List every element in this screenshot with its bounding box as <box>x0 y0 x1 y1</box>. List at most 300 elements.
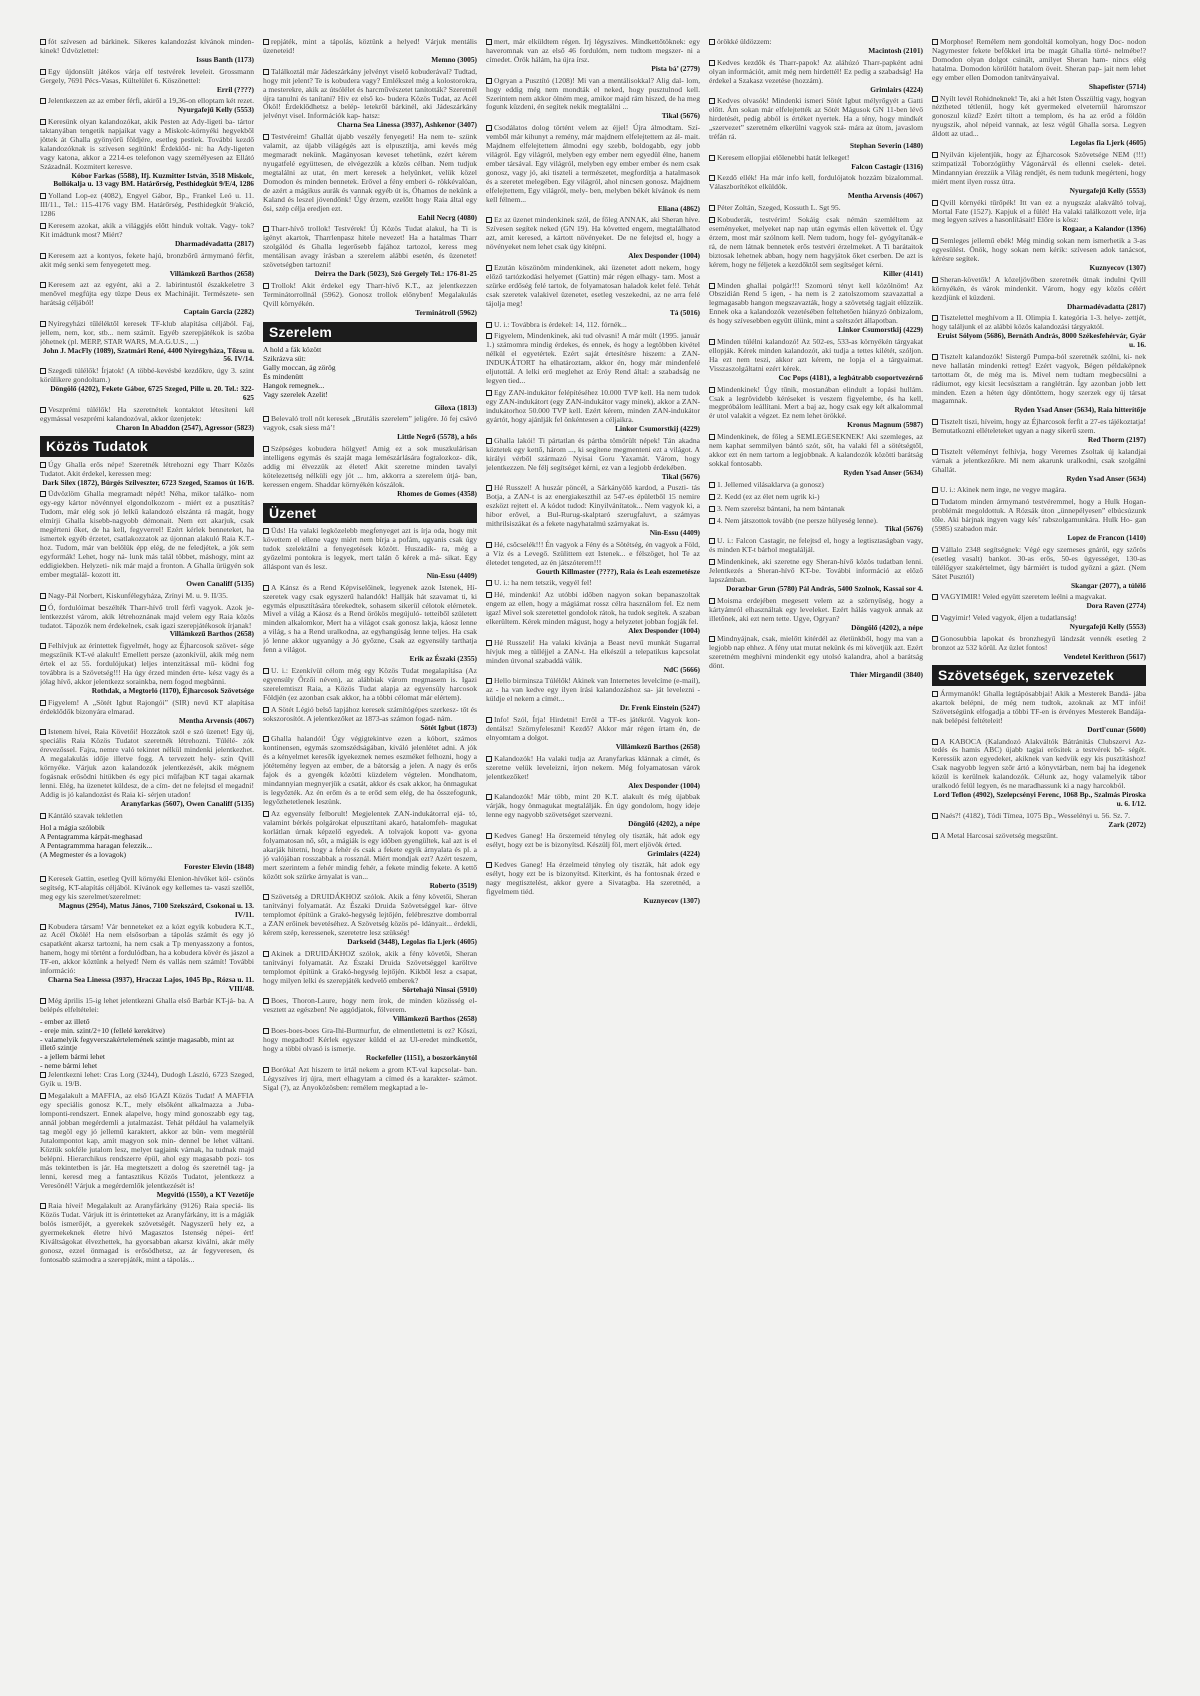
checkbox-icon <box>709 482 715 488</box>
ad-signature: Alex Desponder (1004) <box>628 626 700 636</box>
columns-container <box>40 38 1186 1686</box>
classified-ad <box>932 832 1146 841</box>
checkbox-icon <box>932 594 938 600</box>
classified-ad <box>709 59 923 95</box>
classified-ad <box>932 738 1146 809</box>
ad-signature: Red Thorm (2197) <box>1087 435 1146 445</box>
checkbox-icon <box>932 96 938 102</box>
text-line: Gally moccan, ág zörög <box>263 363 336 372</box>
classified-ad <box>40 367 254 402</box>
classified-ad <box>263 415 477 442</box>
ad-text: 2. Kedd (ez az élet nem ugrik ki-) <box>717 491 820 501</box>
classified-ad <box>709 338 923 383</box>
ad-signature: Dortl'cunar (5600) <box>1087 724 1146 734</box>
classified-ad <box>40 252 254 279</box>
ad-signature: Falcon Castagir (1316) <box>851 161 923 171</box>
ad-signature: Killer (4141) <box>883 268 923 278</box>
ad-signature: Vendetel Kerithron (5617) <box>1063 651 1146 661</box>
classified-ad <box>263 997 477 1024</box>
ad-text: Semleges jellemű ebék! Még mindig sokan nem ismerhetik a 3-as egyesülést. Önök, hogy sokan nem kérik: szívesen adok tanácsot, kérésre segítek. <box>932 236 1146 264</box>
ad-text: Kántáló szavak tekletlen <box>48 810 123 820</box>
classified-ad <box>40 592 254 601</box>
classified-ad <box>486 38 700 74</box>
ad-text: Minden túlélni kalandozó! Az 502-es, 533-as környékén tárgyakat ellopják. Kérek minden kalandozót, aki tudja a tettes kilétét, szóljon. Ha ezt nem teszi, akkor azt kérem, ne lopja el a tárgyaimat. Visszaszolgáltatni ezért kérek. <box>709 337 923 373</box>
section-header: Üzenet <box>263 503 477 524</box>
checkbox-icon <box>40 813 46 819</box>
ad-signature: Forester Elevin (1848) <box>184 862 254 872</box>
checkbox-icon <box>932 487 938 493</box>
checkbox-icon <box>263 998 269 1004</box>
ad-text: Az egyensúly felborult! Megjelentek ZAN-indukátorral ejá- tó, valamint bérkés polgárokat elpusztítani akaró, hatalomfeh- magukat korlátlan úrnak képzelő egyedek. A tolvajok kopott va- gyona folyamatosan nő, sőt, a mágiák is egy időben gyengültek, kal azt is el akarják hitetni, hogy a fehér és csak a fekete egyik árnyalata és pl. a jó valójában rosszabbak a rossznál. Miért mondjak ezt? Azért teszem, mert szerintem a fehér mindig fehér, a fekete mindig fekete. A kettő között sok szürke árnyalat is van... <box>263 809 477 881</box>
classified-ad <box>263 225 477 279</box>
ad-signature: Memno (3005) <box>431 54 477 64</box>
ad-signature: Mentha Arvensis (4067) <box>847 191 923 201</box>
text-line: A hold a fák között <box>263 346 322 355</box>
ad-text: Keresek Gattin, esetleg Qvill környéki Elenion-hívőket köl- csönös segítség, KT-alapítás céljából. Kívánok egy kellemes ta- vaszi szellőt, meg egy kis szerelmet/szerelmet: <box>40 874 254 902</box>
ad-text: Akinek a DRUIDÁKHOZ szólok, akik a fény követői, Sheran tanítványi folyamatát. Az Északi Druida Szövetséggel karöltve templomot építünk a Grakó-hegység lejtőjén. Kikből lesz a csapat, hogy milyen lelki és szerepjáték kedvelő emberek? <box>263 948 477 985</box>
ad-signature: Sörtehajú Ninsai (5910) <box>402 984 477 994</box>
ad-text: Hé Russzeli! Ha valaki kívánja a Beast nevű munkát Sugarral hívjuk meg a tülléjjel a ZAN-t. Ha elkészül a telepatikus kapcsolat minden útvonal szabaddá válik. <box>486 637 700 665</box>
ad-text: Qvill környéki tűrőpék! Itt van ez a nyugszáz alakváltó tolvaj, Mortal Fate (1527). Kapjuk el a fülét! Ha valaki találkozott vele, írja meg legyen szíves a hasonlításait! Előre is kösz: <box>932 197 1146 225</box>
ad-text: Sheran-követők! A közeljövőben szeretnék útnak indulni Qvill környékén, és várok mindenkit. Várom, hogy egy közös célért kezdjünk el küzdeni. <box>932 274 1146 302</box>
ad-text: Szegedi túlélők! Írjatok! (A többé-kevésbé kezdőkre, úgy 3. szint körülikere gondoltam.) <box>40 366 254 385</box>
classified-ad <box>263 38 477 65</box>
text-line: - ereje min. szint/2+10 (fellelé kerekítve) <box>40 1026 165 1035</box>
checkbox-icon <box>40 605 46 611</box>
ad-text: Péter Zoltán, Szeged, Kossuth L. Sgt 95. <box>717 203 841 213</box>
ad-signature: Nyurgafejű Kelly (5553) <box>177 105 254 115</box>
ad-signature: Magnus (2954), Matus János, 7100 Szekszárd, Csokonai u. 13. IV/11. <box>58 901 254 919</box>
classified-ad <box>263 404 477 413</box>
checkbox-icon <box>932 449 938 455</box>
checkbox-icon <box>932 691 938 697</box>
classified-ad <box>709 38 923 56</box>
column-3 <box>486 38 700 1686</box>
classified-ad <box>40 1071 254 1089</box>
text-line: Vagy szerelek Azelit! <box>263 390 328 399</box>
ad-signature: Tikal (5676) <box>661 111 700 121</box>
checkbox-icon <box>709 217 715 223</box>
checkbox-icon <box>263 446 269 452</box>
ad-text: U. i.: Akinek nem inge, ne vegye magára. <box>940 485 1067 495</box>
classified-ad <box>40 875 254 919</box>
ad-text: Figyelem! A „Sötét Igbut Rajongói” (SIR) nevű KT alapítása érdeklődők bizonyára elmarad. <box>40 697 254 716</box>
ad-signature: Alex Desponder (1004) <box>628 780 700 790</box>
ad-text: Jelentkezni lehet: Cras Lorg (3244), Dudogh László, 6723 Szeged, Gyík u. 19/B. <box>40 1070 254 1089</box>
text-line: (A Megmester és a lovagok) <box>40 850 127 859</box>
ad-text: Üdvözlöm Ghalla megramadt népét! Néha, mikor találko- nom egy-egy kártor növénnyel elgondolkozom - miért ez a pusztítás? Tudom, már elég sok jó lelkű kalandozó elszánta rá magát, hogy elmírji Ghalla kisebb-nagyobb démonait. Nem ezt akarjuk, csak megérteni őket, de ha kell, fegyverrel! Ezért kérlek benneteket, ha ismertek egyéb érzetet, csatlakozzatok az újonnan alakuló Raia K.T.-hoz. Tudom, már van belőlük épp elég, de ne feledjétek, a jók sem egyformák! Lehet, hogy ná- lunk más talál többet, máshogy, mint az eddigiekben. Helyzeti- nik már majd a fronton. A Ghalla ürügyén sok ember megtalál- kozott itt. <box>40 489 254 579</box>
checkbox-icon <box>486 678 492 684</box>
classified-ad <box>40 320 254 364</box>
ad-text: Hé, mindenki! Az utóbbi időben nagyon sokan bepanaszoltak engem az ellen, hogy a mágiámat rossz célra használom fel. Ez nem igaz! Mivel sok szeretettel gondolok rátok, ha tudok segítek. A szaban elkerültem. Kérek minden mágust, hogy a helyzetet jobban fogják fel. <box>486 590 700 627</box>
classified-ad <box>263 810 477 890</box>
ad-text: Nyíregyházi tűléléktől keresek TF-klub alapítása céljából. Faj, jellem, nem, kor, stb... nem számít. Egyéb szerepjátékok is szóba jöhetnek (pl. MERP, STAR WARS, M.A.G.U.S., ...) <box>40 318 254 346</box>
checkbox-icon <box>709 387 715 393</box>
ad-text: A Kánsz és a Rend Képviselőinek, legyenek azok Istenek, Hí- szeretek vagy csak egyszerű halandók! Hallják hát szavamat ti, ki egymás elpusztítására törekedtek, sohasem sikerül célotok elérnetek. Mivel a világ a Káosz és a Rend örökös megújuló- tetteiből született minden alkalomkor, Mert ha a világot csak gonosz lakja, káosz lenne a világ, s ha a Rend uralkodna, az egyhangúság lenne teljes. Ha csak jó lenne akkor ugyanúgy a Jó győzne, Csak az egyensúly tarthatja fenn a világot. <box>263 582 477 655</box>
ad-signature: Nyurgafejű Kelly (5553) <box>1069 622 1146 632</box>
ad-text: Vállalo 2348 segítségnek: Végé egy szemeses gnáról, egy szőrös (esetleg vasalt) bankot. 30-as erős, 50-es ügyességet, 130-as túlélőgyer szakértelmet, ügy bármiért is tudod győzni a gázt. (Nem Sátet Pusztól) <box>932 544 1146 581</box>
checkbox-icon <box>40 119 46 125</box>
ad-text: fót szívesen ad bárkinek. Sikeres kalandozást kívánok minden- kinek! Üdvözlettel: <box>40 38 254 55</box>
checkbox-icon <box>40 1203 46 1209</box>
ad-signature: Ryden Ysad Anser (5634) <box>843 467 923 477</box>
ad-text: Tisztelt véleményt felhívja, hogy Veremes Zsoltak új kalandjai várnak a jelentkezőkre. Mi nem akarunk uralkodni, csak szolgálni Ghallát. <box>932 446 1146 474</box>
checkbox-icon <box>709 339 715 345</box>
ad-text: Úgy Ghalla erős népe! Szeretnék létrehozni egy Tharr Közös Tudatot. Akit érdekel, keressen meg: <box>40 459 254 478</box>
classified-ad <box>486 541 700 577</box>
checkbox-icon <box>40 193 46 199</box>
ad-text: Boes, Thoron-Laure, hogy nem írok, de minden közösség el- vesztett az egészben! Ne aggódjatok, fölverem. <box>263 996 477 1015</box>
classified-ad <box>40 461 254 488</box>
ad-text: Kalandozók! Ha valaki tudja az Aranyfarkas klánnak a címét, és szeretne velük leveleizni, írjon nekem. Még folyamatosan várok jelentkezőket! <box>486 753 700 781</box>
checkbox-icon <box>40 39 46 45</box>
text-line: - neme bármi lehet <box>40 1062 98 1071</box>
text-line: És mindenütt <box>263 372 304 381</box>
classified-ad <box>709 204 923 213</box>
classified-ad <box>932 38 1146 92</box>
ad-text: U. i.: Falcon Castagir, ne felejtsd el, hogy a legtisztaságban vagy, és minden KT-t bárhol megtaláljál. <box>709 536 923 555</box>
classified-ad <box>486 77 700 122</box>
checkbox-icon <box>263 528 269 534</box>
checkbox-icon <box>932 499 938 505</box>
classified-ad <box>40 1202 254 1265</box>
classified-ad <box>40 38 254 65</box>
checkbox-icon <box>263 811 269 817</box>
ad-text: Megalakult a MAFFIA, az első IGAZI Közös Tudat! A MAFFIA egy speciális gonosz K.T., mely elsőként alkalmazza a Juba- lomponti-rendszert. Ennek alapelve, hogy mind gonoszabb egy tag, annál jobban megérdemli a jutalmazást. Tehát például ha valamelyik tag megöl egy jó jellemű karaktert, akkor az bün- vem megtérül Jutalompontot kap, amit magyon sok min- dennel be lehet váltani. Köztük sokféle jutalom lesz, melyet tagjaink várnak, ha tudnak majd belépni. Hierarchikus rendszerre épül, ahol egy magasabb pozi- tos más tekintetben is jár. Ha megtetszett a dolog és szeretnél tag- ja lenni, keresd meg a fantasztikus Közös Tudatot, jelentkezz a Veresönél! Várjuk a megérdemlők jelentkezését is! <box>40 1091 254 1190</box>
classified-ad <box>40 222 254 249</box>
checkbox-icon <box>486 592 492 598</box>
ad-text: Találkoztál már Jádeszárkány jelvényt viselő kobuderával? Tudtad, hogy mit jelent? Te is kobudera vagy? Emlékszel még a kolostorokra, a mesterekre, akik az útsólélet és harcművészetet tanították? Szeretnél újra tanulni és tanítani? Hiv ez első ko- budera Közös Tudat, az Acél Ököl! Érdeklődhetsz a belép- letekről bárkinél, aki Jádeszárkány jelvényt visel. Információk kap- hatsz: <box>263 66 477 121</box>
ad-signature: Döngölő (4202), Fekete Gábor, 6725 Szeged, Pille u. 20. Tel.: 322-625 <box>50 384 254 402</box>
ad-signature: Stephan Severin (1480) <box>849 141 923 151</box>
ad-signature: Kóbor Farkas (5588), Ifj. Kuzmitter István, 3518 Miskolc, Bollókalja u. 13 vagy BM. Határőrség, Pesthidegkút 9/E/4, 1286 <box>53 170 254 189</box>
ad-signature: Dorazbar Grun (5780) Pál András, 5400 Szolnok, Kassai sor 4. <box>726 583 923 593</box>
ad-text: Jelentkezzen az az ember férfi, akiről a 19,36-on elloptam két rezet. <box>48 96 254 106</box>
checkbox-icon <box>40 924 46 930</box>
ad-text: Ezután köszönöm mindenkinek, aki üzenetet adott nekem, hogy előző tartózkodási helyemet (Gattin) már régen elhagy- tam. Most a szürke erdőség felé tartok, de folyamatosan haladok kelet felé. Tehát csak szeretek valakivel üzenetet, esetleg veszekedni, az ne arra felé tájolja meg! <box>486 263 700 308</box>
ad-signature: Charon In Abaddon (2547), Agressor (5823) <box>116 422 254 432</box>
classified-ad <box>486 484 700 538</box>
classified-ad <box>932 486 1146 495</box>
text-line: Hangok remegnek... <box>263 381 325 390</box>
checkbox-icon <box>709 175 715 181</box>
text-line: illető szintje <box>40 1044 78 1053</box>
ad-text: Kedves Ganeg! Ha őrszemeid tényleg oly tiszták, hát adok egy esélyt, hogy ezt be is bizonyítsd. Készülj föl, mert eljövök érted. <box>486 830 700 849</box>
checkbox-icon <box>709 39 715 45</box>
ad-signature: Eahil Necrg (4080) <box>417 212 477 222</box>
checkbox-icon <box>263 668 269 674</box>
checkbox-icon <box>40 368 46 374</box>
classified-ad <box>263 584 477 664</box>
classified-ad <box>263 527 477 581</box>
text-line: Hol a mágia szólobik <box>40 823 105 832</box>
checkbox-icon <box>709 494 715 500</box>
classified-ad <box>932 614 1146 632</box>
ad-text: Veszprémi túlélők! Ha szeretnétek kontaktot létesíteni kél egymással veszprémi kalandozóval, akkor üzenjetek: <box>40 404 254 423</box>
ad-text: repjáték, mint a tápolás, köztünk a helyed! Várjuk mentális üzeneteid! <box>263 38 477 55</box>
classified-ad <box>486 755 700 791</box>
classified-ad <box>263 735 477 807</box>
checkbox-icon <box>486 217 492 223</box>
classified-ad <box>40 728 254 808</box>
ad-text: Kedves olvasók! Mindenki ismeri Sötét Igbut mélyrőgyét a Gatti előtt. Ám sokan már elfelejtették az Sötét Mágusok GN 11-ben lévő hirdetését, pedig abból is értéket nyertek. Ha a tény, hogy mindkét „szervezet” szeretném elkerülni vagyok szá- mára az útom, javaslom tréfán rá. <box>709 96 923 142</box>
ad-text: Nagy-Pál Norbert, Kiskunfélegyháza, Zrínyi M. u. 9. II/35. <box>48 590 228 600</box>
ad-text: Egy ZAN-indukátor felépítéséhez 10.000 TVP kell. Ha nem tudok egy ZAN-indukátort (egy ZAN-indukátor vagy minek), akkor a ZAN-indukátorhoz 50.000 TVP kell. Ezért kérem, minden ZAN-indukátor gyártót, hogy ajánlják fel önkéntesen a céljaikra. <box>486 388 700 425</box>
checkbox-icon <box>40 253 46 259</box>
ad-signature: Charna Sea Linessa (3937), Hraczaz Lajos, 1045 Bp., Rózsa u. 11. VIII/48. <box>47 975 254 993</box>
classified-ad <box>40 812 254 821</box>
ad-text: Ármymanók! Ghalla legtápósabbjai! Akik a Mesterek Bandá- jába akartok belépni, de még nem tudtok, azoknak az MT infói! Szövetségünk elfogadja a többi TF-en is érvényes Mesterek Bandája-nak belépési feltételeit! <box>932 688 1146 725</box>
ad-signature: Villámkezű Barthos (2658) <box>615 741 700 751</box>
ad-signature: Rhomes de Gomes (4358) <box>397 488 477 498</box>
classified-ad <box>40 997 254 1015</box>
checkbox-icon <box>263 951 269 957</box>
classified-ad <box>932 546 1146 591</box>
ad-text: 1. Jellemed vilásaklarva (a gonosz) <box>717 479 824 489</box>
checkbox-icon <box>40 729 46 735</box>
checkbox-icon <box>709 636 715 642</box>
ad-signature: Villámkezű Barthos (2658) <box>169 629 254 639</box>
checkbox-icon <box>709 60 715 66</box>
ad-signature: Roberto (3519) <box>429 880 477 890</box>
ad-signature: Little Negrő (5578), a hős <box>397 432 477 442</box>
classified-ad <box>263 282 477 318</box>
classified-ad <box>40 97 254 115</box>
ad-signature: Aranyfarkas (5607), Owen Canaliff (5135) <box>120 798 254 808</box>
ad-signature: Kuznyecov (1307) <box>643 896 700 906</box>
ad-text: Üds! Ha valaki legközelebb megfenyeget azt is írja oda, hogy mit követtem el ellene vagy miért nem bírja a pofám, ugyanis csak úgy tudok szelektálni a fenyegetések között. Huszadik- ra, még a győzelmi pontokra is legyek, mert talán ő kérek a má- sikat. Egy álláspont van és lesz. <box>263 526 477 571</box>
ad-text: Naés?! (4182), Tódi Tímea, 1075 Bp., Wesselényi u. 56. Sz. 7. <box>940 810 1131 820</box>
ad-signature: Dora Raven (2774) <box>1086 601 1146 611</box>
ad-text: Szövetség a DRUIDÁKHOZ szólok. Akik a fény követői, Sheran tanítványi folyamatát. Az Északi Druida Szövetséggel kar- öltve templomot építünk a Grakó-hegység lejtőjén, felébresztve domborral a ZAN erőinek bevetéséhez. A Szövetség közös pé- ldányait... érdekli, kérem szép, keressenek, szeretetre lesz szükség! <box>263 892 477 938</box>
checkbox-icon <box>709 506 715 512</box>
checkbox-icon <box>263 1067 269 1073</box>
checkbox-icon <box>932 739 938 745</box>
ad-signature: Macintosh (2101) <box>868 45 923 55</box>
classified-ad <box>932 353 1146 415</box>
ad-signature: Alex Desponder (1004) <box>628 251 700 261</box>
classified-ad <box>709 174 923 201</box>
checkbox-icon <box>709 205 715 211</box>
ad-text: Mindnyájnak, csak, mielőtt kitérdél az életünkből, hogy ma van a legjobb nap ehhez. A fény utat mutat nekünk és mi követjük azt. Ezért szeretném meghívni mindenkit egy utolsó kalandra, ahol a barátság dönt. <box>709 634 923 671</box>
ad-signature: Kronus Magnum (5987) <box>847 420 923 430</box>
ad-text: Keresünk olyan kalandozókat, akik Pesten az Ady-ligeti ba- tártor taktanyában tengetik napjaikat vagy a Miskolc-környéki hegyekből jöttek át Ghalla gyönyörű földjére, esetleg pestiek. További kezdő kalandozóknak is szívesen segítünk! Érdeklőd- ni: ha Ady-ligeten vagy katona, akkor a 2214-es telefonon vagy személyesen az Ellátó Századnál. Kozmitert keresve. <box>40 116 254 171</box>
checkbox-icon <box>40 1093 46 1099</box>
ad-signature: Pista bá’ (2779) <box>651 63 700 73</box>
ad-text: örökké üldözzem: <box>717 38 772 46</box>
classified-ad <box>263 950 477 995</box>
checkbox-icon <box>40 700 46 706</box>
checkbox-icon <box>40 282 46 288</box>
classified-ad <box>40 281 254 317</box>
ad-signature: Rothdak, a Megtorló (1170), Éjharcosok Szövetsége <box>91 685 254 695</box>
checkbox-icon <box>40 223 46 229</box>
checkbox-icon <box>40 593 46 599</box>
ad-signature: John J. MacFly (1089), Szatmári René, 4400 Nyíregyháza, Tőzsu u. 56. IV/14. <box>42 345 254 364</box>
checkbox-icon <box>709 559 715 565</box>
ad-text: Tudatom minden ármymanó testvéremmel, hogy a Hulk Hogan-problémát megoldottuk. A Rózsák úton „ünnepélyesen” elbúcsúzunk tőle. Aki bárjnak ingyen vagy kés’ rabszolgamunkára. Hulk Ho- gan (5985) szabadon már. <box>932 497 1146 534</box>
ad-text: mert, már elküldtem régen. Írj légyszives. Mindkettőtöknek: egy haveromnak van az első 46 fordulóm, nem tudtom megszer- ni a címedet. Örök hálám, ha újra írsz. <box>486 38 700 64</box>
ad-text: A KABOCA (Kalandozó Alakváltók Bátránitás Clubszervi Az- tedés és hamis ABC) újabb tagjai erősitek a testvérek bő- ségét. Keressük azon egyedeket, akiknek van kedvük egy kis pusztításhoz! Csak nagyobb legyen szőr ártó a könyvtárban, nem baj ha idegenek közül is kerülnek kalandozók. Célunk az, hogy valamelyik tábor uralkodó felül legyen, és ne maradhassunk ki a nagy harcokból. <box>932 736 1146 791</box>
checkbox-icon <box>932 354 938 360</box>
checkbox-icon <box>932 200 938 206</box>
classified-ad <box>40 1092 254 1199</box>
ad-signature: Nin-Essu (4409) <box>649 528 700 538</box>
ad-signature: Dharmadévadatta (2817) <box>1066 301 1146 311</box>
classified-ad <box>486 793 700 829</box>
checkbox-icon <box>486 333 492 339</box>
ad-signature: Nin-Essu (4409) <box>426 570 477 580</box>
classified-ad <box>263 893 477 947</box>
text-line: - a jellem bármi lehet <box>40 1053 105 1062</box>
checkbox-icon <box>486 833 492 839</box>
ad-signature: Villámkezű Barthos (2658) <box>169 268 254 278</box>
checkbox-icon <box>486 640 492 646</box>
classified-ad <box>486 639 700 675</box>
ad-text: Keresem azt a kontyos, fekete hajú, bronzbőrű ármymanó férfit, akit még senki sem fenyegetett meg. <box>40 250 254 269</box>
classified-ad <box>486 216 700 261</box>
ad-signature: Deirra the Dark (5023), Szó Gergely Tel.: 176-81-25 <box>314 269 477 279</box>
classified-ad <box>40 118 254 189</box>
ad-text: Hé Russzel! A huszár pöncél, a Sárkányölő kardod, a Puszti- tás Botja, a ZAN-t is az energiakeszthil az 547-es épületből 15 nemire eszközt rejtett el. A kódot tudod: Kinyilvánítatok... Nem vagyok ki, a hibor erővel, a Bul-Rurug-skalptaró szerugfaluvt, a számyas mithrilsiszákat és a fekete nagyhatalmú szárnyakat is. <box>486 483 700 529</box>
ad-text: Trollok! Akit érdekel egy Tharr-hívő K.T., az jelentkezzen Terminátorrollnál (5962). Gonosz trollok előnyben! Megalakulás Qvill környékén. <box>263 280 477 308</box>
ad-text: Gonosubbia lapokat és bronzhegyű lándzsát vennék esetleg 2 bronzot az 532 körül. Az üzlet fontos! <box>932 633 1146 652</box>
ad-signature: Mentha Arvensis (4067) <box>178 715 254 725</box>
classified-ad <box>932 276 1146 312</box>
checkbox-icon <box>263 736 269 742</box>
ad-text: Tisztelettel meghívom a II. Olimpia I. kategória 1-3. helye- zettjét, hogy találjunk el az alábbi közös kalandozási tárgyaktól. <box>932 313 1146 332</box>
ad-text: Boes-boes-boes Gra-Ihi-Burmurfur, de elmentlettetni is ez? Köszi, hogy megadtod! Kérlek egyszer küldd el az Ul-eredet mindkettőt, hogy a többi olvasó is ismerje. <box>263 1026 477 1054</box>
ad-text: Felhívjuk az érintettek figyelmét, hogy az Éjharcosok szövet- sége megszűnik KT-vé alakult! Emellett persze (azonkívül, akik még nem értek el az 55. fordulójukat) leljes intenzitással mű- ködni fog továbbra is a Szövetség!!! Ha úgy érzed minden érte- kész vagy és a jólag hívő, akkor jelentkezz sorainkba, nem fogod megbánni. <box>40 641 254 687</box>
classified-ad <box>40 642 254 696</box>
checkbox-icon <box>40 876 46 882</box>
section-header: Szövetségek, szervezetek <box>932 665 1146 686</box>
classified-ad <box>486 716 700 752</box>
ad-text: Hello birminsza Túlélők! Akinek van Internetes levelcíme (e-mail), az - ha van kedve egy ilyen írási kalandozáshoz sa- ját levelezni - küldje el nekem a címét... <box>486 676 700 704</box>
classified-ad <box>40 192 254 219</box>
classified-ad <box>486 389 700 434</box>
classified-ad <box>709 493 923 502</box>
ad-text: Moisma erdejében megesett velem az a szörnyűség, hogy a kártyámról elhasználtak egy leveleket. Ezért hálás vagyok annak az illetőnek, aki ezt nem tette. Ugye, Ogryan? <box>709 595 923 623</box>
classified-ad <box>40 863 254 872</box>
checkbox-icon <box>932 277 938 283</box>
classified-ad <box>263 133 477 222</box>
ad-text: Kedves kezdők és Tharr-papok! Az aláhúzó Tharr-papként adni olyan információt, amit még nem hirdettél! Ez pedig a szabadság! Ha érdekel a Szakasz vezetése (hozzám). <box>709 57 923 85</box>
classified-ad <box>932 690 1146 735</box>
ad-text: Istenem hívei, Raia Követői! Hozzátok szól e szó üzenet! Egy új, speciális Raia Közös Tudatot szeretnék létrehozni. Túlélé- zók érevezőssel. Fajra, nemre való tekintet nélkül mindenki jelentkezhet. A megalakulás idője illetve fogg. A tervezett hely- szín Qvill környéke. Várjuk azon kalandozók jelentkezését, akik mégnem fogásnak erősödni hitükben és egy pici műfajban KT tagai akarnak lenni. Elég, ha üzenetet küldesz, de a cím- det ne felejtsd el megadni! Addig is jó kalandozást és Raia kí- sérjen utadon! <box>40 727 254 800</box>
classified-ad <box>40 490 254 588</box>
checkbox-icon <box>709 434 715 440</box>
ad-text: Morphose! Remélem nem gondoltál komolyan, hogy Doc- nodon Nagymester fekete befőkkel irta be magát Ghalla törté- nelmébe!? Domodon olyan dolgot csinált, amilyet Sheran ham- nincs elég hatalma. Domodon körülött hatalom öveit. Sheran pap- jait nem lehet egy ember ellen Domodon tanítványaival. <box>932 38 1146 82</box>
ad-text: 3. Nem szerelsz bántani, ha nem bántanak <box>717 503 845 513</box>
checkbox-icon <box>486 39 492 45</box>
classified-ad <box>486 591 700 636</box>
ad-signature: Captain Garcia (2282) <box>183 307 254 317</box>
classified-ad <box>486 579 700 588</box>
checkbox-icon <box>40 462 46 468</box>
ad-signature: Rogaar, a Kalandor (1396) <box>1062 224 1146 234</box>
ad-signature: Grimlairs (4224) <box>647 848 700 858</box>
section-header: Közös Tudatok <box>40 436 254 457</box>
classified-ad <box>709 97 923 151</box>
text-line: Szikrázva süt: <box>263 354 306 363</box>
classified-ad <box>709 481 923 490</box>
checkbox-icon <box>709 538 715 544</box>
ad-text: Minden ghallai polgár!!! Szomorú tényt kell közölnöm! Az Obszidián Rend 5 igen, - ha nem is 2 zatolszomom szavazattal a legmagasabb hangon megszavazták, hogy a szövetség tagjait elűzzük. Ennek oka a kalandozók vezetésében feltehetően hiányzó önbizalom, és hogy szívesebben együtt ülünk, mint a szétszórt állapotban. <box>709 280 923 326</box>
ad-text: Nyilván kijelentjük, hogy az Éjharcosok Szövetsége NEM (!!!) szimpatizál Toborzógüthy Vágonárvál és ellenni cselek- detei. Mindannyian érezzük a Világ rendjét, és nem tudunk megérteni, hogy miért ment ilyen rossz útra. <box>932 150 1146 186</box>
ad-text: Boróka! Azt hiszem te írtál nekem a grom KT-val kapcsolat- ban. Légyszíves írj újra, mert elhagytam a címed és a karakter- számot. Sígal (?), az Ányoközösben: remélem megkaptad a le- <box>263 1064 477 1092</box>
ad-signature: NdC (5666) <box>663 664 700 674</box>
ad-signature: Lord Teflon (4902), Szelepcsényi Ferenc, 1068 Bp., Szalmás Piroska u. 6. I/12. <box>933 790 1146 808</box>
text-line: - valamelyik fegyverszakértelemének szintje magasabb, mint az <box>40 1035 235 1044</box>
ad-text: Nyílt levél Rohidneknek! Te, aki a hét Isten Összültig vagy, hogyan néztheted tétlenül, hogy két gyermeked elveternül háromszor gonoszul küzd? Ezért tiltott a templom, és ha az erőd a földön nyugszik, ahol népeid vannak, az lesz végül Ghalla sorsa. Legyen áldott az utad... <box>932 93 1146 139</box>
checkbox-icon <box>486 756 492 762</box>
poem-block <box>40 824 254 860</box>
checkbox-icon <box>932 39 938 45</box>
ad-text: Kezdő ellék! Ha már info kell, fordulójatok hozzám bizalommal. Válaszborítékot elküldök. <box>709 173 923 192</box>
checkbox-icon <box>932 547 938 553</box>
classified-ad <box>263 667 477 703</box>
ad-text: Keresem azt az egyént, aki a 2. labirintustól északkeletre 3 menővel megfújta egy tüzpe Deus ex Machinájit. Természete- sen harátság céljából! <box>40 280 254 308</box>
ad-text: U. i.: Ezenkívül célom még egy Közös Tudat megalapítása (Az egyensúly Őrzői néven), az alábbiak várom megmasem is. Igazi szerelemtiszt Raia, a Közös Tudat alapja az egyensúly harcosok Földjén (ez azonban csak akkor, ha a többi célomat már elértem). <box>263 665 477 702</box>
ad-signature: Eliana (4862) <box>657 203 700 213</box>
checkbox-icon <box>709 283 715 289</box>
checkbox-icon <box>486 542 492 548</box>
section-header: Szerelem <box>263 322 477 343</box>
ad-signature: Darkseid (3448), Legolas fia Ljerk (4605) <box>347 937 477 947</box>
classified-ad <box>40 604 254 640</box>
classified-ad <box>40 699 254 726</box>
checkbox-icon <box>709 518 715 524</box>
checkbox-icon <box>709 155 715 161</box>
ad-text: Hé, csőcselék!!! Én vagyok a Fény és a Sötétség, én vagyok a Föld, a Víz és a Levegő. Szülittem ezt Istenek... e félszöget, hol Te az életedet tengeted, az én játszóterem!!! <box>486 539 700 567</box>
checkbox-icon <box>263 894 269 900</box>
checkbox-icon <box>486 580 492 586</box>
classified-ad <box>486 321 700 330</box>
ad-text: Ghalla lakói! Ti pártatlan és pártba tömörült népek! Tán akadna köztetek egy kettő, három ..., ki segítene megmenteni ezt a világot. A királyi vérből származó Nyisai Goru Yaxamát. Várom, hogy jelentkezzen. Ne félj segítséget kérni, ez van a legjobb érdekében. <box>486 435 700 472</box>
ad-signature: Legolas fia Ljerk (4605) <box>1070 138 1146 148</box>
column-4 <box>709 38 923 1686</box>
text-line: A Pentagrammma haragan felezzik... <box>40 841 153 850</box>
ad-text: Egy újdonsült játékos várja elf testvérek leveleit. Grossmann Gergely, 7691 Pécs-Vasas, Kültelület 6. Köszönettel: <box>40 66 254 85</box>
classified-ad <box>486 124 700 213</box>
classified-ad <box>709 216 923 278</box>
checkbox-icon <box>486 78 492 84</box>
checkbox-icon <box>486 438 492 444</box>
ad-signature: Eruist Sólyom (5686), Bernáth András, 8000 Székesfehérvár, Gyár u. 16. <box>937 331 1146 349</box>
ad-signature: Thier Mirgandil (3840) <box>850 670 923 680</box>
ad-text: Csodálatos dolog történt velem az éjjel! Újra álmodtam. Szí- vemből már kihunyt a remény, már majdnem elfelejtettem az ál- mait. Majdnem elfelejtettem álmodni egy szebb, boldogabb, egy jobb világról. Egy világról, melyben egy ember nem egyedül élne, hanem ember társával. Egy világról, melyben egy ember ember és nem csak gonosz, vagy jó, aki tiszteli a természetet, megfordítja a hatalmasok és a szeretet melegében. Egy világról, ahol nincsen gonosz. Majdnem elfelejtettem, Egy világról, mely- ben, melyben békét kívánok és nem kell félnem... <box>486 123 700 204</box>
ad-signature: Kuznyecov (1307) <box>1089 263 1146 272</box>
ad-text: Kobuderák, testvérim! Sokáig csak némán szemléltem az eseményeket, melyeket nap nap után egymás ellen követtek el. Úgy érzem, most már szólnom kell. Nem tudom, hogy fel- gyógyítanák-e rá, de nem látnak bennetek erős testvéri érzelmeket. A Ti barátaitok biztosak lehetnek abban, hogy nem hagyjátok őket cserben. De azt is kérem, hogy ne féljetek a kezdőktől sem segítséget kérni. <box>709 215 923 269</box>
checkbox-icon <box>486 717 492 723</box>
checkbox-icon <box>40 321 46 327</box>
checkbox-icon <box>932 833 938 839</box>
checkbox-icon <box>709 598 715 604</box>
ad-text: Mindenkinek, aki szeretne egy Sheran-hívő közös tudatban lenni. Jelentkezés a Sheran-hívő KT-be. További információ az előző lapszámban. <box>709 557 923 585</box>
classified-ad <box>486 832 700 859</box>
classified-ad <box>932 635 1146 662</box>
ad-signature: Sötét Igbut (1873) <box>420 722 477 732</box>
column-1 <box>40 38 254 1686</box>
column-5 <box>932 38 1146 1686</box>
ad-signature: Döngölő (4202), a népe <box>851 622 923 632</box>
ad-text: Kobudera társam! Vár benneteket ez a kózt egyik kobudera K.T., az Acél Ökölé! Ha nem elsősorban a tápolás számít és egy jó csapatként akarsz tartozni, ha nem csak a Tp menyasszony a fontos, hanem, hogy mi történt a fordulódban, ha a kobudera kövér és jászol a TF-en, akkor köztünk a helyed! Nem és vallás nem számít! További információ: <box>40 921 254 976</box>
ad-signature: Shapefister (5714) <box>1088 81 1146 91</box>
ad-text: Info! Szól, Írja! Hirdetni! Erről a TF-es játékról. Vagyok kon- dentálsz! Szörnyfeleszni! Kezdő? Akkor már régen írtam én, de elnyomtam a dolgot. <box>486 715 700 742</box>
ad-signature: Issus Banth (1173) <box>196 54 254 64</box>
ad-text: Ó, fordulóimat beszélték Tharr-hívő troll férfi vagyok. Azok je- lentkezzést várom, akik létrehoznának majd velem egy Raia közös tudatot. Tápozók nem érdekelnek, csak igazi szerepjátékosok írjanak! <box>40 602 254 630</box>
